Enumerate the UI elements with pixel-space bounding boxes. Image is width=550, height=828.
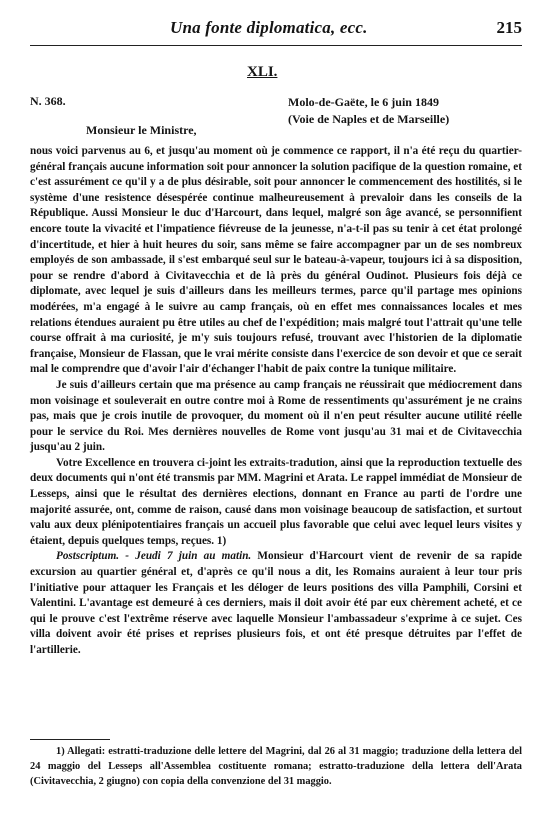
- footnote: [30, 744, 522, 789]
- page-number: 215: [496, 18, 522, 37]
- salutation: Monsieur le Ministre,: [86, 123, 197, 137]
- postscript-text: Monsieur d'Harcourt vient de revenir de sa rapide excursion au quartier général et, d'après ce qu'il nous a dit, les Romains auraient à leur tour pris l'initiative pour attaquer les Français et les déloger de leurs positions des villa Pamphili, Corsini et Valentini. L'avantage est demeuré à ces derniers, mais il doit avoir été par eux chèrement acheté, et ce qui le prouve c'est l'extrême réserve avec laquelle Monsieur l'ambassadeur s'exprime à ce sujet. Ces villa doivent avoir été prises et reprises plusieurs fois, et ont été presque détruites par l'effet de l'artillerie.: [30, 550, 523, 656]
- header-rule: [30, 45, 522, 46]
- document-number: XLI.: [247, 64, 278, 80]
- footnote-text: 1) Allegati: estratti-traduzione delle lettere del Magrini, dal 26 al 31 maggio; traduzione della lettera del 24 maggio del Lesseps all'Assemblea costituente romana; estratto-traduzione della lettera dell'Arata (Civitavecchia, 2 giugno) con copia della convenzione del 31 maggio.: [30, 746, 522, 787]
- page-header: [30, 18, 522, 42]
- postscript-paragraph: [30, 549, 522, 658]
- place-date-line2: (Voie de Naples et de Marseille): [288, 112, 450, 126]
- paragraph-2: Je suis d'ailleurs certain que ma présence au camp français ne réussirait que médiocrement dans mon voisinage et souleverait en outre contre moi à Rome de ressentiments qu'assurément je ne crains pas, mais que je crois inutile de provoquer, du moment où il n'en peut résulter aucune utilité réelle pour le service du Roi. Mes dernières nouvelles de Rome vont jusqu'au 31 mai et de Civitavecchia jusqu'au 2 juin.: [30, 378, 522, 454]
- running-title: Una fonte diplomatica, ecc.: [170, 18, 368, 37]
- letter-body: [30, 144, 522, 659]
- paragraph-3: Votre Excellence en trouvera ci-joint les extraits-tradution, ainsi que la reproduction textuelle des deux documents qui n'ont été transmis par MM. Magrini et Arata. Le rappel immédiat de Monsieur de Lesseps, ainsi que le résultat des dernières elections, donnant en France au parti de l'ordre une majorité assurée, ont, comme de raison, causé dans mon voisinage beaucoup de satisfaction, et surtout valu aux deux plénipotentiaires français un accueil plus favorable que celui avec lequel leurs visites y étaient, depuis quelques temps, reçues. 1): [30, 456, 522, 547]
- footnote-rule: [30, 739, 110, 740]
- document-n-label: N. 368.: [30, 94, 66, 108]
- postscript-label: Postscriptum. - Jeudi 7 juin au matin.: [56, 550, 252, 563]
- place-date: [288, 94, 449, 128]
- paragraph-1: nous voici parvenus au 6, et jusqu'au moment où je commence ce rapport, il n'a été reçu du quartier-général français aucune information soit pour annoncer la solution pacifique de la question romaine, et c'est assurément ce qu'il y a de plus désirable, soit pour annoncer le commencement des hostilités, si le système d'une resistence désespérée continue malheureusement à prevaloir dans les conseils de la République. Aussi Monsieur le duc d'Harcourt, dans lequel, malgré son âge avancé, se personnifient encore toute la vivacité et l'impatience fiévreuse de la jeunesse, n'a-t-il pas su tenir à cet état prolongé d'incertitude, et hier à huit heures du soir, sans même se faire accompagner par un de ses nombreux employés de son ambassade, il s'est embarqué seul sur le bateau-à-vapeur, toujours ici à sa disposition, pour se rendre d'abord à Civitavecchia et de là près du général Oudinot. Plusieurs fois déjà ce diplomate, avec lequel je suis d'ailleurs dans les meilleurs termes, parce qu'il partage mes opinions modérées, m'a engagé à le suivre au camp français, où en effet mes connaissances locales et mes relations étendues auraient pu être utiles au chef de l'expédition; mais malgré tout l'attrait qu'une telle course offrait à ma curiosité, je m'y suis toujours refusé, trouvant avec l'historien de la diplomatie française, Monsieur de Flassan, que le vrai mérite consiste dans l'exercice de son devoir et que ce serait mal le comprendre que d'avoir l'air d'échanger l'habit de paix contre la tunique militaire.: [30, 145, 522, 376]
- place-date-line1: Molo-de-Gaëte, le 6 juin 1849: [288, 95, 439, 109]
